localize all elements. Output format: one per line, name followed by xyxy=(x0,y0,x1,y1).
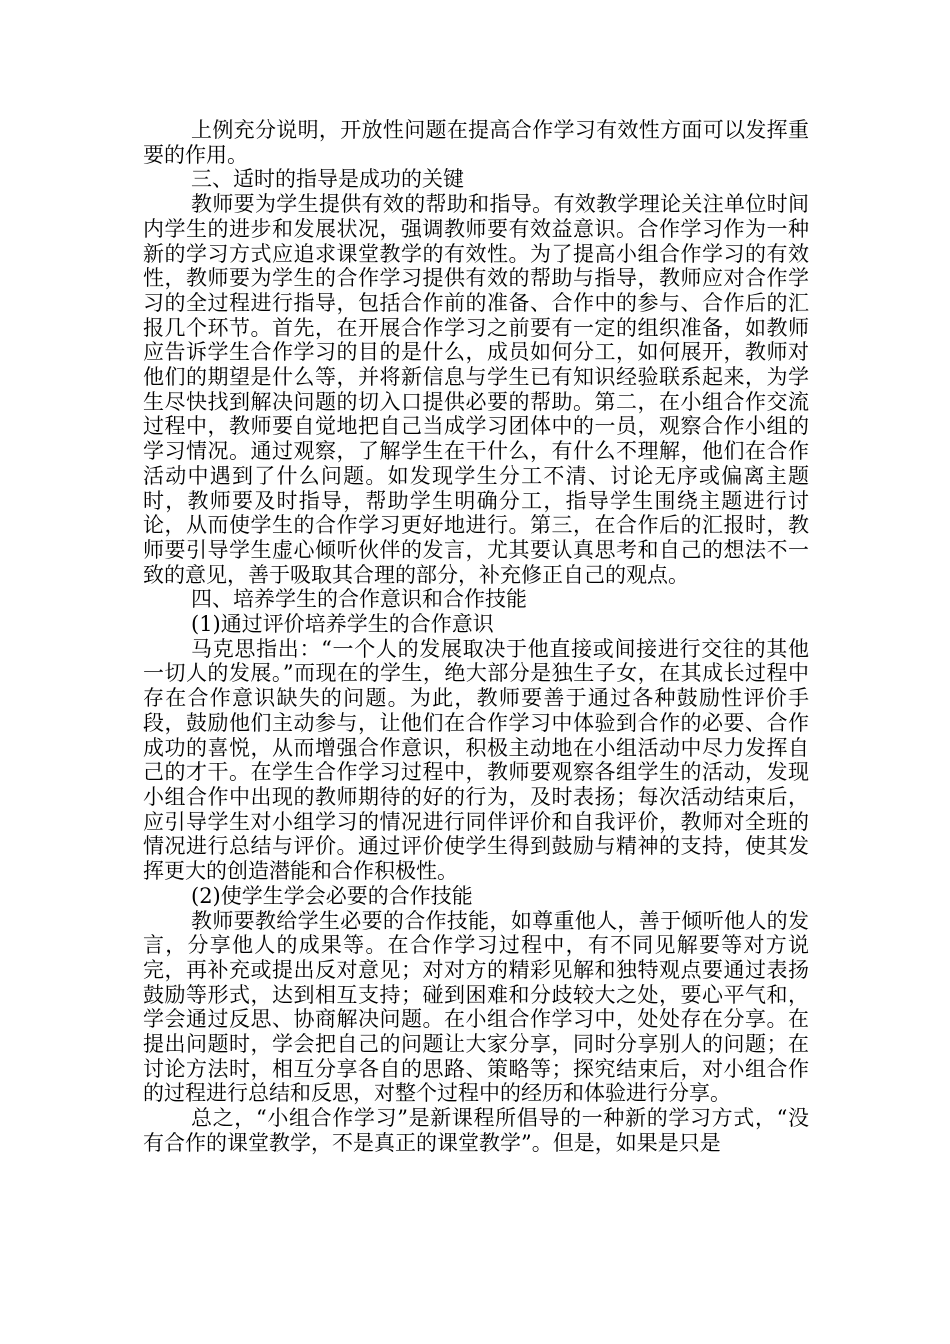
paragraph-guidance: 教师要为学生提供有效的帮助和指导。有效教学理论关注单位时间内学生的进步和发展状况，强调教师要有效益意识。合作学习作为一种新的学习方式应追求课堂教学的有效性。为了提高小组合作学习的有效性，教师要为学生的合作学习提供有效的帮助与指导，教师应对合作学习的全过程进行指导，包括合作前的准备、合作中的参与、合作后的汇报几个环节。首先，在开展合作学习之前要有一定的组织准备，如教师应告诉学生合作学习的目的是什么，成员如何分工，如何展开，教师对他们的期望是什么等，并将新信息与学生已有知识经验联系起来，为学生尽快找到解决问题的切入口提供必要的帮助。第二，在小组合作交流过程中，教师要自觉地把自己当成学习团体中的一员，观察合作小组的学习情况。通过观察，了解学生在干什么，有什么不理解，他们在合作活动中遇到了什么问题。如发现学生分工不清、讨论无序或偏离主题时，教师要及时指导，帮助学生明确分工，指导学生围绕主题进行讨论，从而使学生的合作学习更好地进行。第三，在合作后的汇报时，教师要引导学生虚心倾听伙伴的发言，尤其要认真思考和自己的想法不一致的意见，善于吸取其合理的部分，补充修正自己的观点。 xyxy=(143,192,809,587)
paragraph-skills: 教师要教给学生必要的合作技能，如尊重他人，善于倾听他人的发言，分享他人的成果等。在合作学习过程中，有不同见解要等对方说完，再补充或提出反对意见；对对方的精彩见解和独特观点要通过表扬鼓励等形式，达到相互支持；碰到困难和分歧较大之处，要心平气和，学会通过反思、协商解决问题。在小组合作学习中，处处存在分享。在提出问题时，学会把自己的问题让大家分享，同时分享别人的问题；在讨论方法时，相互分享各自的思路、策略等；探究结束后，对小组合作的过程进行总结和反思，对整个过程中的经历和体验进行分享。 xyxy=(143,908,809,1106)
paragraph-intro: 上例充分说明，开放性问题在提高合作学习有效性方面可以发挥重要的作用。 xyxy=(143,118,809,167)
subheading-4-1: (1)通过评价培养学生的合作意识 xyxy=(191,612,494,637)
section-heading-3: 三、适时的指导是成功的关键 xyxy=(191,167,464,192)
section-heading-4: 四、培养学生的合作意识和合作技能 xyxy=(191,587,527,612)
subheading-4-2: (2)使学生学会必要的合作技能 xyxy=(191,883,473,908)
paragraph-conclusion: 总之，“小组合作学习”是新课程所倡导的一种新的学习方式，“没有合作的课堂教学，不是真正的课堂教学”。但是，如果是只是 xyxy=(143,1106,809,1155)
paragraph-evaluation: 马克思指出：“一个人的发展取决于他直接或间接进行交往的其他一切人的发展。”而现在的学生，绝大部分是独生子女，在其成长过程中存在合作意识缺失的问题。为此，教师要善于通过各种鼓励性评价手段，鼓励他们主动参与，让他们在合作学习中体验到合作的必要、合作成功的喜悦，从而增强合作意识，积极主动地在小组活动中尽力发挥自己的才干。在学生合作学习过程中，教师要观察各组学生的活动，发现小组合作中出现的教师期待的好的行为，及时表扬；每次活动结束后，应引导学生对小组学习的情况进行同伴评价和自我评价，教师对全班的情况进行总结与评价。通过评价使学生得到鼓励与精神的支持，使其发挥更大的创造潜能和合作积极性。 xyxy=(143,636,809,884)
document-page xyxy=(143,118,809,1156)
